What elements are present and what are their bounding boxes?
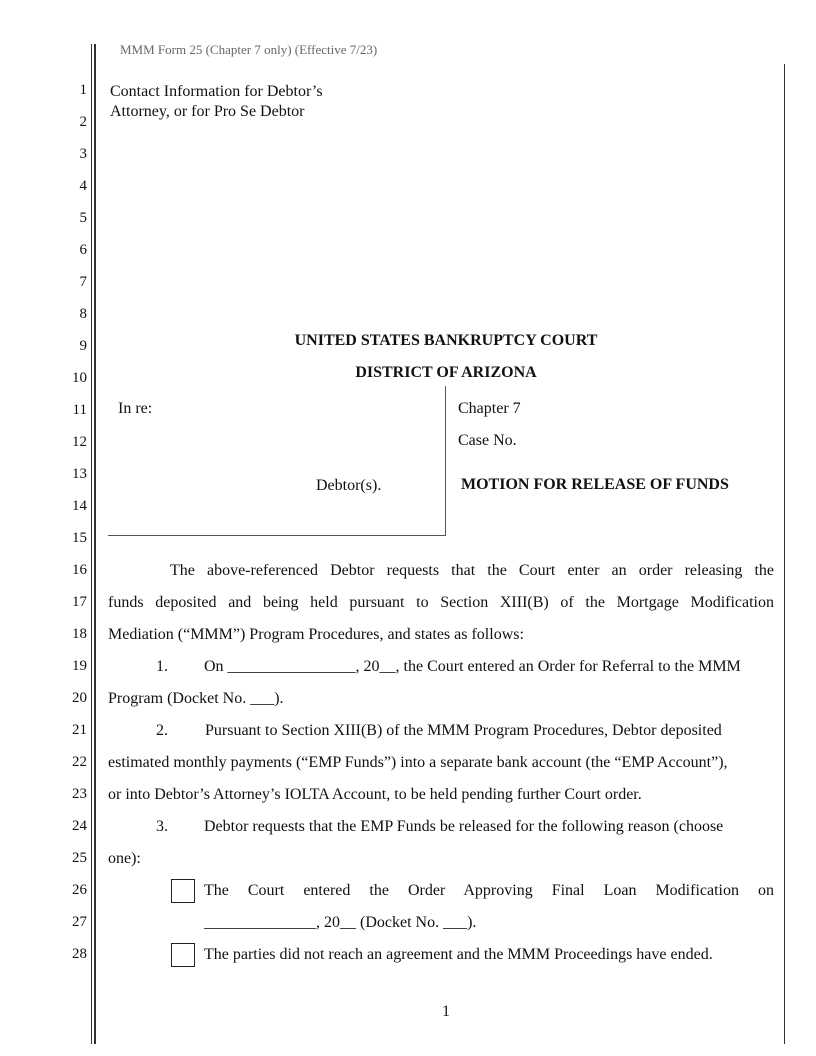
form-header: MMM Form 25 (Chapter 7 only) (Effective 7/23) [120, 42, 378, 57]
line-number: 23 [72, 786, 87, 802]
line-number: 15 [72, 530, 87, 546]
line-number: 5 [79, 210, 87, 226]
left-margin-rule [91, 44, 92, 1044]
page-number: 1 [442, 1003, 450, 1020]
line-number: 2 [79, 114, 87, 130]
line-number: 1 [79, 82, 87, 98]
line-number: 8 [79, 306, 87, 322]
paragraph-intro-line-3: Mediation (“MMM”) Program Procedures, and states as follows: [108, 626, 524, 643]
line-number: 14 [72, 498, 87, 514]
paragraph-intro-line-2: funds deposited and being held pursuant to Section XIII(B) of the Mortgage Modification [108, 594, 774, 611]
item-2-number: 2. [156, 722, 168, 739]
line-number: 27 [72, 914, 87, 930]
line-number: 6 [79, 242, 87, 258]
option-1-line-1: The Court entered the Order Approving Final Loan Modification on [204, 882, 774, 899]
court-district: DISTRICT OF ARIZONA [355, 364, 537, 381]
debtor-label: Debtor(s). [316, 477, 382, 494]
line-number: 3 [79, 146, 87, 162]
item-1-number: 1. [156, 658, 168, 675]
line-number: 7 [79, 274, 87, 290]
option-2-checkbox[interactable] [171, 943, 195, 967]
left-margin-rule-double [94, 44, 96, 1044]
right-margin-rule [784, 64, 785, 1044]
line-number: 28 [72, 946, 87, 962]
item-1-line-1: On ________________, 20__, the Court entered an Order for Referral to the MMM [204, 658, 741, 675]
line-number: 24 [72, 818, 87, 834]
item-2-line-3: or into Debtor’s Attorney’s IOLTA Account, to be held pending further Court order. [108, 786, 642, 803]
caption-divider-horizontal [108, 535, 446, 536]
line-number: 25 [72, 850, 87, 866]
line-number: 21 [72, 722, 87, 738]
item-3-line-1: Debtor requests that the EMP Funds be released for the following reason (choose [204, 818, 724, 835]
item-1-line-2: Program (Docket No. ___). [108, 690, 284, 707]
item-2-line-2: estimated monthly payments (“EMP Funds”) into a separate bank account (the “EMP Account”), [108, 754, 728, 771]
line-number: 16 [72, 562, 87, 578]
line-number: 18 [72, 626, 87, 642]
line-number: 20 [72, 690, 87, 706]
line-number: 9 [79, 338, 87, 354]
paragraph-intro-line-1: The above-referenced Debtor requests that the Court enter an order releasing the [170, 562, 774, 579]
line-number: 26 [72, 882, 87, 898]
court-name: UNITED STATES BANKRUPTCY COURT [294, 332, 598, 349]
option-1-line-2: ______________, 20__ (Docket No. ___). [204, 914, 477, 931]
in-re-label: In re: [118, 400, 153, 417]
chapter-label: Chapter 7 [458, 400, 521, 417]
item-3-number: 3. [156, 818, 168, 835]
case-number-label: Case No. [458, 432, 517, 449]
line-number: 4 [79, 178, 87, 194]
line-number: 11 [72, 402, 87, 418]
line-number: 22 [72, 754, 87, 770]
caption-divider-vertical [445, 386, 446, 536]
contact-line-1: Contact Information for Debtor’s [110, 83, 323, 100]
line-number: 19 [72, 658, 87, 674]
line-number: 13 [72, 466, 87, 482]
option-1-checkbox[interactable] [171, 879, 195, 903]
line-number: 10 [72, 370, 87, 386]
contact-line-2: Attorney, or for Pro Se Debtor [110, 103, 305, 120]
item-3-line-2: one): [108, 850, 141, 867]
line-number: 12 [72, 434, 87, 450]
motion-title: MOTION FOR RELEASE OF FUNDS [461, 476, 729, 493]
line-number: 17 [72, 594, 87, 610]
option-2-text: The parties did not reach an agreement and the MMM Proceedings have ended. [204, 946, 713, 963]
item-2-line-1: Pursuant to Section XIII(B) of the MMM Program Procedures, Debtor deposited [205, 722, 722, 739]
